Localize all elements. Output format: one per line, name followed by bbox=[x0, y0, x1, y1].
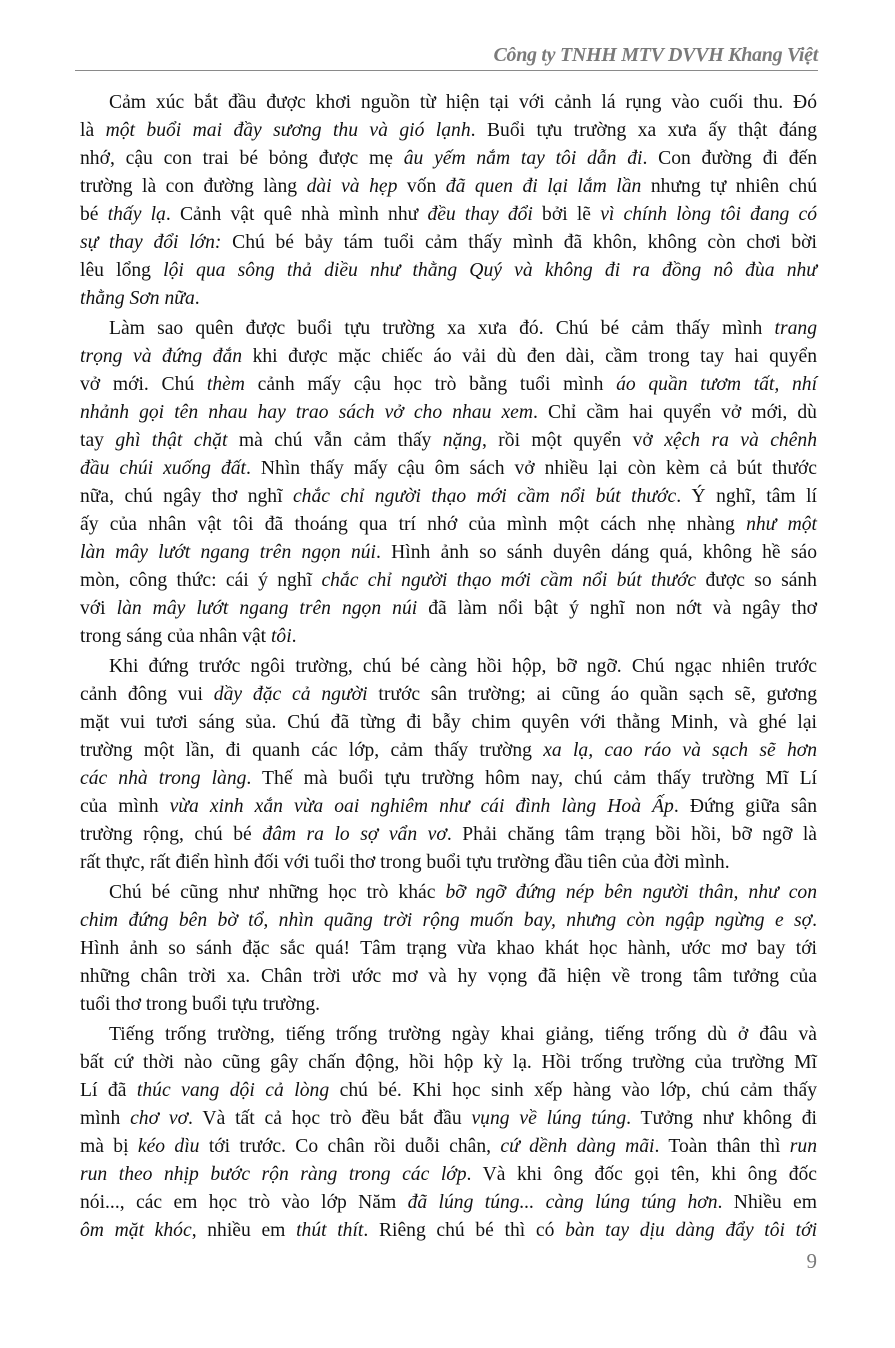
text: nhớ, cậu con trai bé bỏng được mẹ bbox=[80, 148, 404, 169]
text: cảnh đông vui bbox=[80, 684, 214, 705]
italic-text: chắc chỉ người thạo mới cầm nổi bút thước bbox=[292, 486, 677, 507]
italic-text: làn mây lướt ngang trên ngọn núi bbox=[80, 542, 376, 563]
text-line bbox=[80, 511, 817, 539]
text: ấy của nhân vật tôi đã thoáng qua trí nhớ của mình một cách nhẹ nhàng bbox=[80, 514, 747, 535]
text: vở mới. Chú bbox=[80, 374, 207, 395]
italic-text: cứ dềnh dàng mãi bbox=[500, 1136, 655, 1157]
text-line bbox=[80, 849, 817, 877]
italic-text: dầy đặc cả người bbox=[213, 684, 368, 705]
italic-text: như một bbox=[746, 514, 817, 535]
text-line bbox=[80, 173, 817, 201]
text-line bbox=[80, 371, 817, 399]
text: . Và khi ông đốc gọi tên, khi ông đốc bbox=[466, 1164, 818, 1185]
text: trường rộng, chú bé bbox=[80, 824, 263, 845]
italic-text: làn mây lướt ngang trên ngọn núi bbox=[116, 598, 418, 619]
italic-text: đã quen đi lại lắm lần bbox=[445, 176, 642, 197]
italic-text: áo quần tươm tất, nhí bbox=[616, 374, 818, 395]
italic-text: vụng về lúng túng bbox=[471, 1108, 627, 1129]
text: . Ý nghĩ, tâm lí bbox=[676, 486, 817, 507]
text: lêu lổng bbox=[80, 260, 164, 281]
text: với bbox=[80, 598, 117, 619]
text: những chân trời xa. Chân trời ước mơ và hy vọng đã hiện về trong tâm tưởng của bbox=[80, 966, 817, 987]
text: Tiếng trống trường, tiếng trống trường ngày khai giảng, tiếng trống dù ở đâu và bbox=[109, 1024, 817, 1045]
text-line bbox=[80, 1077, 817, 1105]
text-line bbox=[80, 1105, 817, 1133]
italic-text: chắc chỉ người thạo mới cầm nổi bút thước bbox=[321, 570, 697, 591]
text: bất cứ thời nào cũng gây chấn động, hồi hộp kỳ lạ. Hồi trống trường của trường Mĩ bbox=[80, 1052, 817, 1073]
text: mà bị bbox=[80, 1136, 138, 1157]
text: được so sánh bbox=[696, 570, 817, 591]
text: . Cảnh vật quê nhà mình như bbox=[165, 204, 428, 225]
text-line bbox=[80, 935, 817, 963]
text: vốn bbox=[397, 176, 446, 197]
text-line bbox=[80, 1133, 817, 1161]
text: mòn, công thức: cái ý nghĩ bbox=[80, 570, 322, 591]
text: Chú bé bảy tám tuổi cảm thấy mình đã khôn, không còn chơi bời bbox=[221, 232, 817, 253]
text-line bbox=[80, 1161, 817, 1189]
italic-text: vừa xinh xắn vừa oai nghiêm như cái đình làng Hoà Ấp bbox=[169, 796, 674, 817]
text-line bbox=[80, 229, 817, 257]
text-line bbox=[80, 427, 817, 455]
text: Chú bé cũng như những học trò khác bbox=[109, 882, 446, 903]
text: nữa, chú ngây thơ nghĩ bbox=[80, 486, 293, 507]
text-line bbox=[80, 709, 817, 737]
text: . Buổi tựu trường xa xưa ấy thật đáng bbox=[470, 120, 818, 141]
text: trường một lần, đi quanh các lớp, cảm thấy trường bbox=[80, 740, 544, 761]
italic-text: nặng bbox=[442, 430, 482, 451]
text: đã làm nổi bật ý nghĩ non nớt và ngây thơ bbox=[417, 598, 817, 619]
italic-text: xệch ra và chênh bbox=[664, 430, 817, 451]
text-line bbox=[80, 879, 817, 907]
italic-text: thằng Sơn nữa bbox=[80, 288, 195, 309]
text: khi được mặc chiếc áo vải dù đen dài, cầm trong tay hai quyển bbox=[242, 346, 817, 367]
text: . Nhìn thấy mấy cậu ôm sách vở nhiều lại còn kèm cả bút thước bbox=[246, 458, 817, 479]
text: chú bé. Khi học sinh xếp hàng vào lớp, chú cảm thấy bbox=[329, 1080, 818, 1101]
text: bởi lẽ bbox=[532, 204, 601, 225]
text: . Toàn thân thì bbox=[654, 1136, 790, 1157]
text: cảnh mấy cậu học trò bằng tuổi mình bbox=[244, 374, 617, 395]
text-line bbox=[80, 793, 817, 821]
italic-text: trọng và đứng đắn bbox=[80, 346, 243, 367]
paragraph bbox=[80, 1021, 817, 1245]
text-line bbox=[80, 455, 817, 483]
text: trong sáng của nhân vật bbox=[80, 626, 271, 647]
paragraph bbox=[80, 89, 817, 313]
text: là bbox=[80, 120, 106, 141]
italic-text: một buổi mai đầy sương thu và gió lạnh bbox=[105, 120, 471, 141]
text-line bbox=[80, 737, 817, 765]
text: Làm sao quên được buổi tựu trường xa xưa đó. Chú bé cảm thấy mình bbox=[109, 318, 775, 339]
text-line bbox=[80, 1189, 817, 1217]
text-line bbox=[80, 1021, 817, 1049]
text-line bbox=[80, 567, 817, 595]
text-line bbox=[80, 89, 817, 117]
text-line bbox=[80, 145, 817, 173]
text: tuổi thơ trong buổi tựu trường. bbox=[80, 994, 321, 1015]
text-line bbox=[80, 201, 817, 229]
italic-text: chim đứng bên bờ tổ, nhìn quãng trời rộng muốn bay, nhưng còn ngập ngừng e sợ bbox=[80, 910, 813, 931]
text-line bbox=[80, 1049, 817, 1077]
italic-text: kéo dìu bbox=[137, 1136, 200, 1157]
italic-text: thấy lạ bbox=[107, 204, 166, 225]
text: . Phải chăng tâm trạng bồi hồi, bỡ ngỡ là bbox=[446, 824, 817, 845]
page-number: 9 bbox=[806, 1249, 817, 1273]
text: . Riêng chú bé thì có bbox=[363, 1220, 566, 1241]
italic-text: xa lạ, cao ráo và sạch sẽ hơn bbox=[543, 740, 817, 761]
italic-text: bàn tay dịu dàng đẩy tôi tới bbox=[565, 1220, 818, 1241]
text: Cảm xúc bắt đầu được khơi nguồn từ hiện tại với cảnh lá rụng vào cuối thu. Đó bbox=[109, 92, 817, 113]
text-line bbox=[80, 1217, 817, 1245]
text-line bbox=[80, 991, 817, 1019]
text-line bbox=[80, 343, 817, 371]
text: mình bbox=[80, 1108, 131, 1129]
text: . Thế mà buổi tựu trường hôm nay, chú cảm thấy trường Mĩ Lí bbox=[246, 768, 818, 789]
italic-text: bỡ ngỡ đứng nép bên người thân, như con bbox=[445, 882, 818, 903]
italic-text: âu yếm nắm tay tôi dẫn đi bbox=[403, 148, 643, 169]
text-line bbox=[80, 539, 817, 567]
italic-text: nhảnh gọi tên nhau hay trao sách vở cho nhau xem bbox=[80, 402, 534, 423]
italic-text: đâm ra lo sợ vẩn vơ bbox=[262, 824, 447, 845]
italic-text: ghì thật chặt bbox=[115, 430, 228, 451]
text: mà chú vẫn cảm thấy bbox=[227, 430, 443, 451]
italic-text: lội qua sông thả diều như thằng Quý và không đi ra đồng nô đùa như bbox=[163, 260, 817, 281]
italic-text: thúc vang dội cả lòng bbox=[136, 1080, 330, 1101]
text: nhưng tự nhiên chú bbox=[641, 176, 818, 197]
paragraph bbox=[80, 653, 817, 877]
text-line bbox=[80, 315, 817, 343]
text-line bbox=[80, 907, 817, 935]
italic-text: vì chính lòng tôi đang có bbox=[600, 204, 817, 225]
italic-text: tôi bbox=[270, 626, 292, 647]
text: rất thực, rất điển hình đối với tuổi thơ trong buổi tựu trường đầu tiên của đời mình. bbox=[80, 852, 730, 873]
italic-text: chơ vơ bbox=[130, 1108, 189, 1129]
text: . Đứng giữa sân bbox=[673, 796, 817, 817]
text-line bbox=[80, 653, 817, 681]
text-line bbox=[80, 595, 817, 623]
page-body bbox=[80, 87, 817, 1245]
italic-text: thèm bbox=[206, 374, 245, 395]
text: . Chỉ cầm hai quyển vở mới, dù bbox=[533, 402, 817, 423]
text: . bbox=[194, 288, 200, 309]
italic-text: đầu chúi xuống đất bbox=[80, 458, 246, 479]
text: trước sân trường; ai cũng áo quần sạch sẽ, gương bbox=[367, 684, 817, 705]
running-header: Công ty TNHH MTV DVVH Khang Việt bbox=[493, 44, 818, 66]
text-line bbox=[80, 681, 817, 709]
text: của mình bbox=[80, 796, 170, 817]
text: . Nhiều em bbox=[717, 1192, 817, 1213]
text: , nhiều em bbox=[191, 1220, 297, 1241]
text-line bbox=[80, 821, 817, 849]
italic-text: đều thay đổi bbox=[427, 204, 533, 225]
paragraph bbox=[80, 879, 817, 1019]
italic-text: dài và hẹp bbox=[306, 176, 398, 197]
text: . Hình ảnh so sánh duyên dáng quá, không hề sáo bbox=[376, 542, 817, 563]
italic-text: đã lúng túng... càng lúng túng hơn bbox=[407, 1192, 718, 1213]
text: Hình ảnh so sánh đặc sắc quá! Tâm trạng vừa khao khát học hành, ước mơ bay tới bbox=[80, 938, 817, 959]
header-rule bbox=[75, 70, 818, 71]
text: . Tưởng như không đi bbox=[626, 1108, 817, 1129]
paragraph bbox=[80, 315, 817, 651]
text-line bbox=[80, 623, 817, 651]
text: . Con đường đi đến bbox=[642, 148, 817, 169]
text-line bbox=[80, 399, 817, 427]
text: , rồi một quyển vở bbox=[481, 430, 665, 451]
text: mặt vui tươi sáng sủa. Chú đã từng đi bẫy chim quyên với thằng Minh, và ghé lại bbox=[80, 712, 817, 733]
text: . bbox=[812, 910, 817, 931]
text-line bbox=[80, 257, 817, 285]
text: Khi đứng trước ngôi trường, chú bé càng hồi hộp, bỡ ngỡ. Chú ngạc nhiên trước bbox=[109, 656, 817, 677]
text-line bbox=[80, 765, 817, 793]
italic-text: ôm mặt khóc bbox=[80, 1220, 192, 1241]
italic-text: thút thít bbox=[296, 1220, 364, 1241]
text-line bbox=[80, 117, 817, 145]
text: . Và tất cả học trò đều bắt đầu bbox=[188, 1108, 472, 1129]
text: nói..., các em học trò vào lớp Năm bbox=[80, 1192, 408, 1213]
text: . bbox=[291, 626, 297, 647]
italic-text: các nhà trong làng bbox=[80, 768, 247, 789]
text-line bbox=[80, 285, 817, 313]
text: trường là con đường làng bbox=[80, 176, 307, 197]
italic-text: trang bbox=[774, 318, 817, 339]
text-line bbox=[80, 483, 817, 511]
text: Lí đã bbox=[80, 1080, 137, 1101]
italic-text: sự thay đổi lớn: bbox=[80, 232, 222, 253]
text: tới trước. Co chân rồi duỗi chân, bbox=[199, 1136, 501, 1157]
text-line bbox=[80, 963, 817, 991]
text: bé bbox=[80, 204, 108, 225]
italic-text: run bbox=[789, 1136, 817, 1157]
italic-text: run theo nhịp bước rộn ràng trong các lớp bbox=[80, 1164, 467, 1185]
text: tay bbox=[80, 430, 116, 451]
